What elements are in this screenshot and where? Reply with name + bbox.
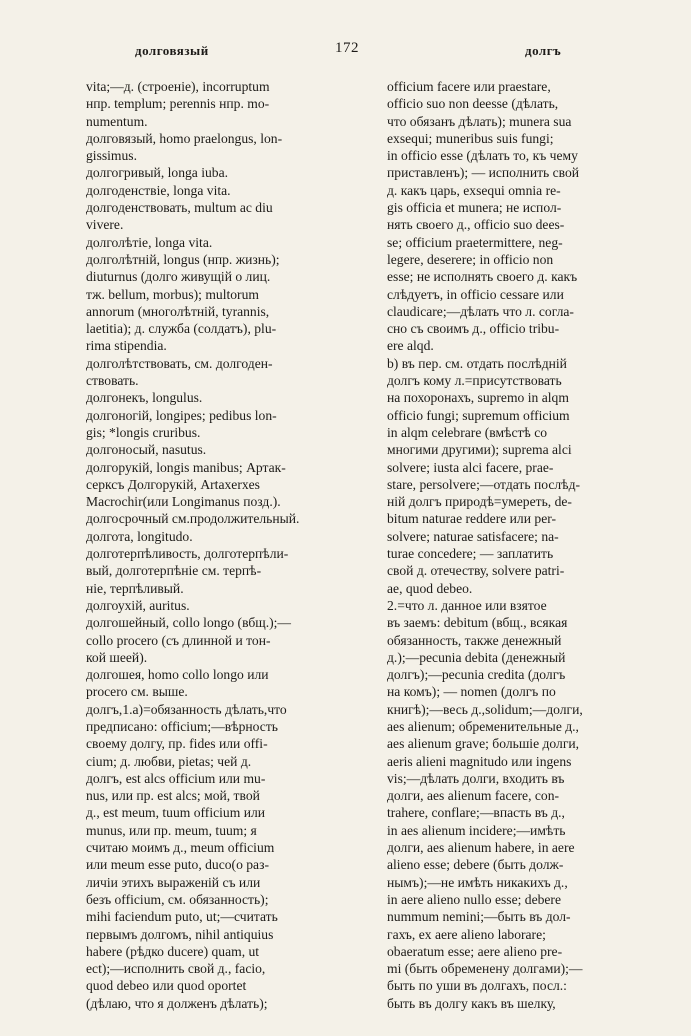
text-line: долголѣтствовать, см. долгоден- bbox=[86, 355, 273, 371]
text-line: или meum esse puto, duco(о раз- bbox=[86, 857, 269, 873]
left-column bbox=[86, 78, 350, 1012]
text-line: diuturnus (долго живущій о лиц. bbox=[86, 269, 271, 285]
text-line: вый, долготерпѣніе см. терпѣ- bbox=[86, 563, 262, 579]
text-line: in alqm celebrare (вмѣстѣ со bbox=[387, 424, 548, 440]
text-line: долгонекъ, longulus. bbox=[86, 390, 203, 406]
text-line: долгъ,1.а)=обязанность дѣлать,что bbox=[86, 701, 287, 717]
text-line: долголѣтіе, longa vita. bbox=[86, 234, 213, 250]
text-line: нять своего д., officio suo dees- bbox=[387, 217, 565, 233]
text-line: въ заемъ: debitum (вбщ., всякая bbox=[387, 615, 568, 631]
text-line: быть по уши въ долгахъ, посл.: bbox=[387, 978, 567, 994]
text-line: на похоронахъ, supremo in alqm bbox=[387, 390, 569, 406]
text-line: aes alienum; обременительные д., bbox=[387, 718, 579, 734]
text-line: vita;—д. (строеніе), incorruptum bbox=[86, 79, 270, 94]
text-line: долговязый, homo praelongus, lon- bbox=[86, 130, 283, 146]
text-line: сно съ своимъ д., officio tribu- bbox=[387, 321, 560, 337]
text-line: быть въ долгу какъ въ шелку, bbox=[387, 995, 556, 1011]
text-line: obaeratum esse; aere alieno pre- bbox=[387, 943, 563, 959]
text-line: in officio esse (дѣлать то, къ чему bbox=[387, 148, 578, 164]
text-line: долгоногій, longipes; pedibus lon- bbox=[86, 407, 277, 423]
text-line: ect);—исполнить свой д., facio, bbox=[86, 961, 266, 977]
text-line: д.);—pecunia debita (денежный bbox=[387, 649, 566, 665]
text-line: vivere. bbox=[86, 217, 124, 233]
header-guide-word-right: долгъ bbox=[525, 43, 562, 58]
text-line: долгъ кому л.=присутствовать bbox=[387, 373, 562, 389]
text-line: laetitia); д. служба (солдатъ), plu- bbox=[86, 321, 277, 337]
text-line: долгошея, homo collo longo или bbox=[86, 667, 269, 683]
text-line: exsequi; muneribus suis fungi; bbox=[387, 130, 554, 146]
text-line: bitum naturae reddere или per- bbox=[387, 511, 557, 527]
text-line: своему долгу, пр. fides или offi- bbox=[86, 736, 268, 752]
text-line: многими другими); suprema alci bbox=[387, 442, 572, 458]
text-line: тж. bellum, morbus); multorum bbox=[86, 286, 259, 302]
text-line: collo procero (съ длинной и тон- bbox=[86, 632, 271, 648]
text-line: долгоденствовать, multum ac diu bbox=[86, 200, 273, 216]
text-line: долгота, longitudo. bbox=[86, 528, 193, 544]
text-line: долгосрочный см.продолжительный. bbox=[86, 511, 300, 527]
text-line: (дѣлаю, что я долженъ дѣлать); bbox=[86, 995, 268, 1011]
text-line: aes alienum grave; большіе долги, bbox=[387, 736, 580, 752]
text-line: officio fungi; supremum officium bbox=[387, 407, 570, 423]
text-line: procero см. выше. bbox=[86, 684, 188, 700]
text-line: ній долгъ природѣ=умереть, de- bbox=[387, 494, 572, 510]
text-line: mihi faciendum puto, ut;—считать bbox=[86, 909, 278, 925]
text-line: officium facere или praestare, bbox=[387, 79, 551, 94]
text-line: первымъ долгомъ, nihil antiquius bbox=[86, 926, 274, 942]
text-line: нпр. templum; perennis нпр. mo- bbox=[86, 96, 270, 112]
text-line: долгорукій, longis manibus; Артак- bbox=[86, 459, 286, 475]
text-line: д., est meum, tuum officium или bbox=[86, 805, 266, 821]
text-line: гахъ, ex aere alieno laborare; bbox=[387, 926, 546, 942]
text-line: habere (рѣдко ducere) quam, ut bbox=[86, 943, 260, 959]
text-line: annorum (многолѣтній, tyrannis, bbox=[86, 303, 270, 319]
text-line: долгъ, est alcs officium или mu- bbox=[86, 770, 266, 786]
text-line: claudicare;—дѣлать что л. согла- bbox=[387, 303, 574, 319]
text-line: aeris alieni magnitudo или ingens bbox=[387, 753, 572, 769]
text-line: vis;—дѣлать долги, входить въ bbox=[387, 770, 565, 786]
text-line: gis; *longis cruribus. bbox=[86, 424, 201, 440]
text-line: se; officium praetermittere, neg- bbox=[387, 234, 563, 250]
text-line: обязанность, также денежный bbox=[387, 632, 562, 648]
text-line: numentum. bbox=[86, 113, 148, 129]
text-line: in aes alienum incidere;—имѣть bbox=[387, 822, 566, 838]
text-line: предписано: officium;—вѣрность bbox=[86, 718, 278, 734]
text-line: ніе, терпѣливый. bbox=[86, 580, 184, 596]
text-line: долголѣтній, longus (нпр. жизнь); bbox=[86, 251, 280, 267]
text-line: legere, deserere; in officio non bbox=[387, 251, 554, 267]
text-line: книгѣ);—весь д.,solidum;—долги, bbox=[387, 701, 583, 717]
text-line: долгошейный, collo longo (вбщ.);— bbox=[86, 615, 291, 631]
text-line: приставленъ); — исполнить свой bbox=[387, 165, 580, 181]
text-line: свой д. отечеству, solvere patri- bbox=[387, 563, 565, 579]
text-line: долгоухій, auritus. bbox=[86, 597, 190, 613]
text-line: безъ officium, см. обязанность); bbox=[86, 891, 269, 907]
text-line: долгогривый, longa iuba. bbox=[86, 165, 229, 181]
text-line: долгъ);—pecunia credita (долгъ bbox=[387, 667, 566, 683]
text-line: долги, aes alienum facere, con- bbox=[387, 788, 560, 804]
text-line: ae, quod debeo. bbox=[387, 580, 473, 596]
text-line: gis officia et munera; не испол- bbox=[387, 200, 562, 216]
text-line: ствовать. bbox=[86, 373, 139, 389]
text-line: solvere; iusta alci facere, prae- bbox=[387, 459, 554, 475]
text-line: b) въ пер. см. отдать послѣдній bbox=[387, 355, 567, 371]
text-line: ere alqd. bbox=[387, 338, 434, 354]
text-line: nus, или пр. est alcs; мой, твой bbox=[86, 788, 260, 804]
text-line: серксъ Долгорукій, Artaxerxes bbox=[86, 476, 260, 492]
text-line: кой шеей). bbox=[86, 649, 148, 665]
text-line: nummum nemini;—быть въ дол- bbox=[387, 909, 571, 925]
text-line: munus, или пр. meum, tuum; я bbox=[86, 822, 257, 838]
text-line: что обязанъ дѣлать); munera sua bbox=[387, 113, 572, 129]
text-line: личіи этихъ выраженій съ или bbox=[86, 874, 261, 890]
header-guide-word-left: долговязый bbox=[135, 43, 209, 58]
page-number: 172 bbox=[335, 40, 359, 56]
text-line: in aere alieno nullo esse; debere bbox=[387, 891, 561, 907]
text-line: долгоносый, nasutus. bbox=[86, 442, 207, 458]
text-line: trahere, conflare;—впасть въ д., bbox=[387, 805, 565, 821]
text-line: долготерпѣливость, долготерпѣли- bbox=[86, 546, 289, 562]
text-line: 2.=что л. данное или взятое bbox=[387, 597, 547, 613]
right-column bbox=[387, 78, 649, 1012]
text-line: д. какъ царь, exsequi omnia re- bbox=[387, 182, 561, 198]
text-line: считаю моимъ д., meum officium bbox=[86, 840, 275, 856]
text-line: нымъ);—не имѣть никакихъ д., bbox=[387, 874, 568, 890]
text-line: rima stipendia. bbox=[86, 338, 167, 354]
text-line: officio suo non deesse (дѣлать, bbox=[387, 96, 559, 112]
text-line: alieno esse; debere (быть долж- bbox=[387, 857, 564, 873]
text-line: слѣдуетъ, in officio cessare или bbox=[387, 286, 564, 302]
text-line: gissimus. bbox=[86, 148, 137, 164]
text-line: Macrochir(или Longimanus позд.). bbox=[86, 494, 281, 510]
text-line: stare, persolvere;—отдать послѣд- bbox=[387, 476, 581, 492]
text-line: долги, aes alienum habere, in aere bbox=[387, 840, 575, 856]
text-line: quod debeo или quod oportet bbox=[86, 978, 247, 994]
text-line: solvere; naturae satisfacere; na- bbox=[387, 528, 559, 544]
text-line: turae concedere; — заплатить bbox=[387, 546, 554, 562]
text-line: на комъ); — nomen (долгъ по bbox=[387, 684, 556, 700]
text-line: esse; не исполнять своего д. какъ bbox=[387, 269, 578, 285]
page-header bbox=[85, 40, 645, 65]
text-line: долгоденствіе, longa vita. bbox=[86, 182, 231, 198]
text-line: cium; д. любви, pietas; чей д. bbox=[86, 753, 252, 769]
text-line: mi (быть обременену долгами);— bbox=[387, 961, 583, 977]
